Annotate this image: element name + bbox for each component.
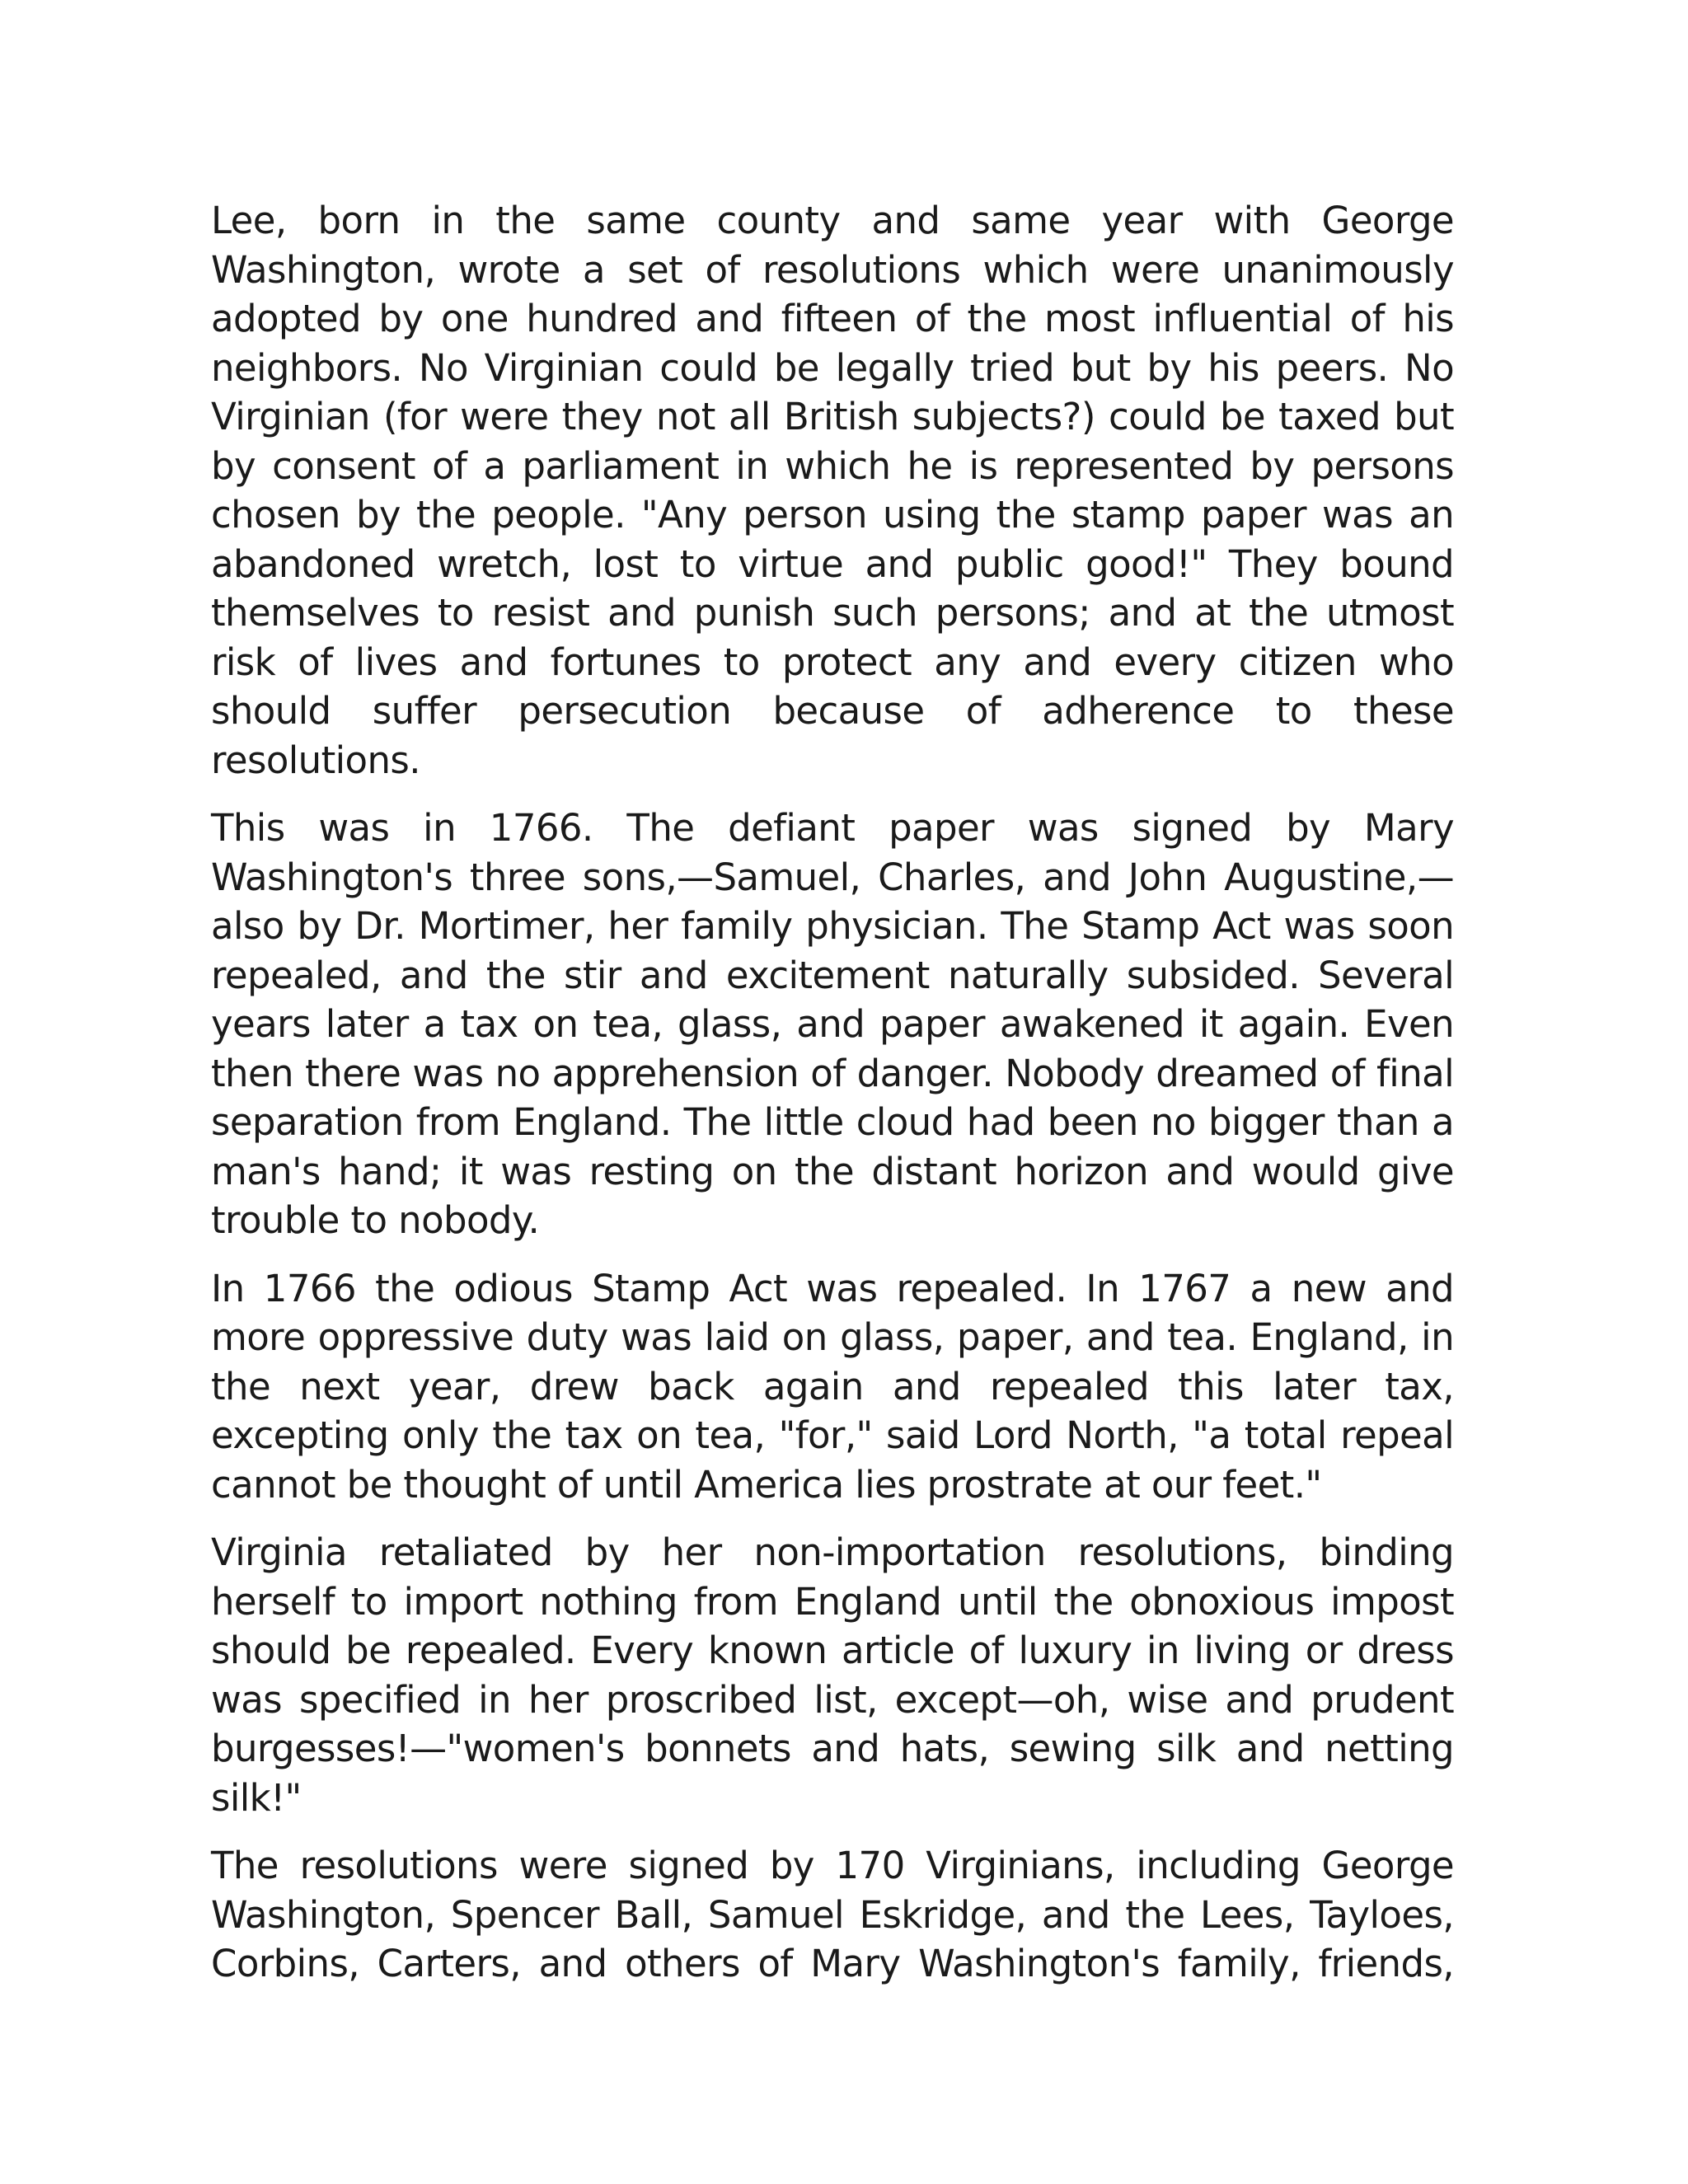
paragraph-4: Virginia retaliated by her non-importation resolutions, binding herself to import nothing from England until the obnoxious impost should be repealed. Every known article of luxury in living or dress was specified in her proscribed list, except—oh, wise and prudent burgesses!—"women's bonnets and hats, sewing silk and netting silk!" <box>211 1530 1454 1820</box>
paragraph-1: Lee, born in the same county and same year with George Washington, wrote a set of resolutions which were unanimously adopted by one hundred and fifteen of the most influential of his neighbors. No Virginian could be legally tried but by his peers. No Virginian (for were they not all British subjects?) could be taxed but by consent of a parliament in which he is represented by persons chosen by the people. "Any person using the stamp paper was an abandoned wretch, lost to virtue and public good!" They bound themselves to resist and punish such persons; and at the utmost risk of lives and fortunes to protect any and every citizen who should suffer persecution because of adherence to these resolutions. <box>211 199 1454 782</box>
document-page <box>211 196 1454 2008</box>
paragraph-2: This was in 1766. The defiant paper was signed by Mary Washington's three sons,—Samuel, Charles, and John Augustine,—also by Dr. Mortimer, her family physician. The Stamp Act was soon repealed, and the stir and excitement naturally subsided. Several years later a tax on tea, glass, and paper awakened it again. Even then there was no apprehension of danger. Nobody dreamed of final separation from England. The little cloud had been no bigger than a man's hand; it was resting on the distant horizon and would give trouble to nobody. <box>211 806 1454 1242</box>
paragraph-3: In 1766 the odious Stamp Act was repealed. In 1767 a new and more oppressive duty was laid on glass, paper, and tea. England, in the next year, drew back again and repealed this later tax, excepting only the tax on tea, "for," said Lord North, "a total repeal cannot be thought of until America lies prostrate at our feet." <box>211 1266 1454 1507</box>
paragraph-5: The resolutions were signed by 170 Virginians, including George Washington, Spencer Ball, Samuel Eskridge, and the Lees, Tayloes, Corbins, Carters, and others of Mary Washington's family, friends, <box>211 1844 1454 1985</box>
